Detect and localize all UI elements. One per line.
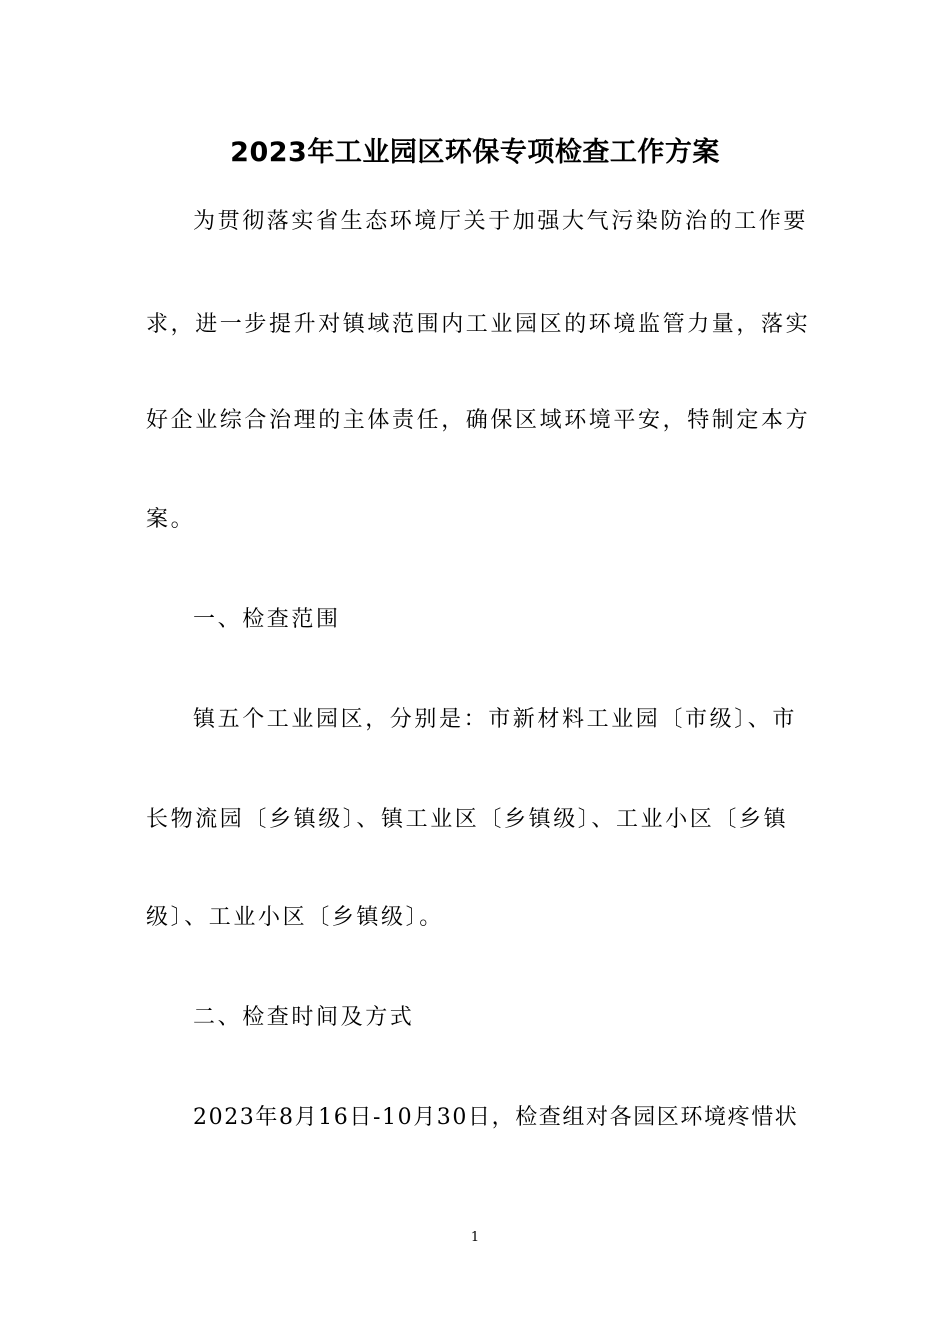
section1-heading: 一、检查范围 (193, 607, 341, 632)
document-title: 2023年工业园区环保专项检查工作方案 (230, 137, 720, 168)
section1-line-1: 镇五个工业园区，分别是：市新材料工业园〔市级〕、市 (193, 707, 798, 732)
intro-line-2: 求，进一步提升对镇域范围内工业园区的环境监管力量，落实 (146, 312, 811, 337)
page-number: 1 (470, 1230, 480, 1245)
intro-line-1: 为贯彻落实省生态环境厅关于加强大气污染防治的工作要 (193, 209, 809, 234)
section1-line-3: 级〕、工业小区〔乡镇级〕。 (146, 905, 444, 930)
section2-heading: 二、检查时间及方式 (193, 1005, 415, 1030)
section2-line-1: 2023年8月16日-10月30日，检查组对各园区环境疼惜状 (193, 1105, 799, 1130)
section1-line-2: 长物流园〔乡镇级〕、镇工业区〔乡镇级〕、工业小区〔乡镇 (146, 807, 789, 832)
intro-line-3: 好企业综合治理的主体责任，确保区域环境平安，特制定本方 (146, 408, 811, 433)
intro-line-4: 案。 (146, 507, 196, 532)
